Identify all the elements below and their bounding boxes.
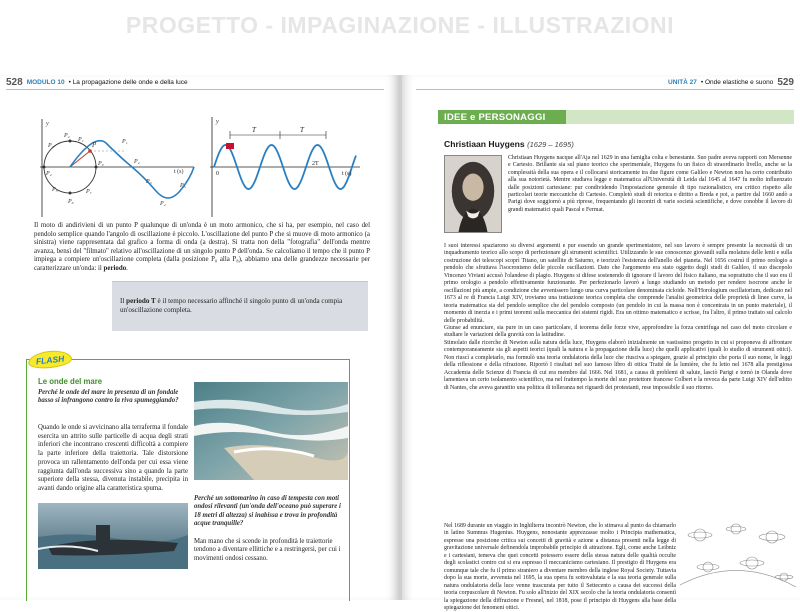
period-label-1: T (252, 126, 256, 134)
right-header-rule (416, 89, 794, 90)
bio-paragraph: I suoi interessi spaziarono su diversi argomenti e pur essendo un grande sperimentatore, nel suo lavoro è sempre presente la necessità di un inquadramento teorico allo scopo di perfezionare gli strumenti scientifici. Utilizzando le sue conoscenze giovanili sulla molatura delle lenti e sulla costruzione dei telescopi scoprì Titano, un satellite di Saturno, e teorizzò l'esistenza dell'anello del pianeta. Nel 1656 costruì il primo orologio a pendolo che sfruttava l'isocronismo delle piccole oscillazioni. Dato che l'argomento era stato oggetto degli studi di Galileo, il suo discepolo Vincenzo Viviani accusò l'olandese di plagio. Huygens si difese sostenendo di ignorare il lavoro del fisico italiano, ma soprattutto che il suo era il primo orologio a pendolo effettivamente funzionante. Per perfezionarlo lavorò a lungo studiando un metodo per rendere isocrone anche le oscillazioni più ampie, a condizione che avvenissero lungo una curva particolare denominata cicloide. Nell'Horologium oscillatorium, dedicato nel 1673 al re di Francia Luigi XIV, troviamo una trattazione teorica completa che comprende l'analisi geometrica delle proprietà di linee curve, la teoria matematica sia del pendolo semplice che del pendolo composto (un pendolo in cui la massa non è concentrata in un punto materiale), il momento di inerzia e i primi teoremi sulla meccanica dei sistemi rigidi. Era un ottimo matematico e scrisse, fra l'altro, il primo trattato sul calcolo delle probabilità. (444, 243, 792, 324)
book-spread (0, 75, 800, 611)
astronomy-sketch (678, 515, 798, 593)
left-chapter-title: • La propagazione delle onde e della luce (68, 79, 188, 86)
wave-label-p4: P₄ (160, 201, 166, 207)
tick-zero: 0 (216, 171, 219, 177)
huygens-portrait (444, 155, 502, 233)
circle-label-p3: P₃ (48, 143, 54, 149)
figure-caption (34, 222, 370, 274)
circle-label-p6: P₆ (68, 199, 74, 205)
definition-text: è il tempo necessario affinché il singolo punto di un'onda compia un'oscillazione completa. (120, 297, 343, 314)
circle-label-p0: P₀ (98, 161, 104, 167)
circle-label-p1: P₁ (78, 137, 84, 143)
circle-label-p4: P₄ (46, 171, 52, 177)
circle-label-p5: P₅ (52, 187, 58, 193)
right-page (402, 75, 800, 611)
left-page-number: 528 (6, 77, 23, 88)
right-chapter-title: • Onde elastiche e suono (700, 79, 774, 86)
harmonic-motion-figure (34, 113, 364, 221)
person-heading (444, 139, 574, 149)
circle-diagram (40, 119, 194, 217)
caption-bold-term: periodo (103, 264, 127, 272)
definition-prefix: Il (120, 297, 125, 305)
ideas-title: IDEE e PERSONAGGI (444, 111, 546, 123)
module-label: MODULO 10 (26, 79, 65, 86)
left-header-rule (6, 89, 384, 90)
caption-text: Il moto di andirivieni di un punto P qualunque di un'onda è un moto armonico, che si ha, per esempio, nel caso del pendolo semplice quando l'angolo di oscillazione è piccolo. L'oscillazione del punto P che si muove di moto armonico (a sinistra) viene rappresentata dal grafico a forma di onda (a destra). Si tratta non della "fotografia" dell'onda mentre avanza, bensì del "filmato" relativo all'oscillazione di un singolo punto P dell'onda. Se calcoliamo il tempo che il punto P impiega a compiere un'oscillazione completa (dalla posizione P₀ alla P₈), abbiamo una delle grandezze necessarie per caratterizzare un'onda: il (34, 222, 370, 272)
flash-answer-1: Quando le onde si avvicinano alla terraferma il fondale esercita un attrito sulle particelle di acqua degli strati inferiori che incontrano crescenti difficoltà a compiere la parte inferiore della traiettoria. Tale distorsione provoca un rallentamento dell'onda per cui essa viene raggiunta dall'onda successiva sino a quando la parte superiore della stessa, divenuta instabile, precipita in avanti dando origine alla caratteristica spuma. (38, 424, 188, 492)
submarine-photo (38, 503, 188, 569)
left-running-head (6, 77, 188, 88)
flash-answer-2: Man mano che si scende in profondità le traiettorie tendono a diventare ellittiche e a restringersi, per cui i movimenti ondosi cessano. (194, 538, 341, 562)
flash-title: Le onde del mare (38, 377, 103, 386)
person-name: Christiaan Huygens (444, 139, 525, 149)
ideas-title-bar (438, 110, 566, 124)
person-dates: (1629 – 1695) (527, 140, 574, 149)
right-axis-t: t (s) (342, 171, 352, 177)
bio-paragraph: Giunse ad enunciare, sia pure in un caso particolare, il teorema delle forze vive, approfondire la forza centrifuga nel caso del moto circolare e studiare le variazioni della gravità con la latitudine. (444, 324, 792, 339)
caption-end: . (126, 264, 128, 272)
bio-paragraph: Stimolato dalle ricerche di Newton sulla natura della luce, Huygens elaborò inizialmente un vastissimo progetto in cui si proponeva di affrontare contemporaneamente sia gli aspetti teorici (quali la natura e la propagazione della luce) che quelli applicativi (quali lo studio di strumenti ottici). Non riuscì a completarlo, ma formulò una teoria ondulatoria della luce che riusciva a spiegare, grazie al principio che porta il suo nome, le leggi della riflessione e della rifrazione. Riportò I risultati nel suo famoso libro di ottica Traité de la lumière, che fu letto nel 1678 alla prestigiosa Accademia delle Scienze di Francia di cui era membro dal 1666. Nel 1681, a causa di problemi di salute, lasciò Parigi e tornò in Olanda dove lamentava un certo isolamento scientifico, ma nel frattempo la morte del suo protettore francese Colbert e la revoca da parte Luigi XIV dell'editto di Nantes, che aveva garantito una politica di tolleranza nei riguardi dei protestanti, rese impossibile il suo ritorno. (444, 339, 792, 391)
wave-label-p1: P₁ (122, 139, 128, 145)
unit-label: UNITÀ 27 (668, 79, 697, 86)
circle-label-p: P (92, 141, 97, 149)
flash-tag-label: FLASH (35, 353, 65, 366)
circle-label-p7: P₇ (86, 189, 92, 195)
bio-final: Nel 1689 durante un viaggio in Inghilterra incontrò Newton, che lo stimava al punto da chiamarlo in latino Summus Hugenius. Huygens, nonostante apprezzasse molto i Principia mathematica, espresse una posizione critica sui concetti di gravità e azione a distanza presenti nella legge di gravitazione universale definendola improbabile principio di attrazione. Egli, come anche Leibniz e i cartesiani, temeva che quei concetti potessero essere della stessa natura delle qualità occulte degli scolastici contro cui si era espresso il meccanicismo cartesiano. Il prestigio di Huygens era comunque tale che fu il primo straniero a diventare membro della inglese Royal Society. Tuttavia dopo la sua morte, avvenuta nel 1695, la sua opera fu sottovalutata e la sua teoria generale sulla natura ondulatoria della luce venne trascurata per tutto il Settecento a causa dei successi della teoria corpuscolare di Newton. Fu solo all'inizio del XIX secolo che la teoria ondulatoria consentì la spiegazione della diffrazione e Fresnel, nel 1818, pose il principio di Huygens alla base della spiegazione dei fenomeni ottici. (444, 523, 676, 611)
right-running-head (668, 77, 794, 88)
definition-term: periodo T (126, 297, 156, 305)
sea-waves-photo (194, 382, 348, 480)
tick-2t: 2T (312, 161, 319, 167)
right-page-number: 529 (777, 77, 794, 88)
project-banner: PROGETTO - IMPAGINAZIONE - ILLUSTRAZIONI (125, 12, 675, 38)
flash-question-1: Perché le onde del mare in presenza di un fondale basso si infrangono contro la riva spumeggiando? (38, 389, 179, 405)
wave-label-p2: P₂ (134, 159, 140, 165)
period-definition-box (112, 293, 368, 331)
circle-label-p2: P₂ (64, 133, 70, 139)
flash-question-2: Perché un sottomarino in caso di tempesta con moti ondosi rilevanti (un'onda dell'oceano può superare i 18 metri di altezza) si inabissa e trova in profondità acque tranquille? (194, 495, 341, 528)
right-axis-y: y (216, 119, 219, 125)
left-page (0, 75, 398, 600)
definition-tab (112, 281, 368, 293)
period-wave-diagram (210, 117, 360, 217)
wave-label-p3: P₃ (146, 179, 152, 185)
bio-intro: Christiaan Huygens nacque all'Aja nel 1629 in una famiglia colta e benestante. Suo padre aveva rapporti con Mersenne e Cartesio. Brillante sia sul piano teorico che sperimentale, Huygens fu un fisico di straordinario livello, anche se la complessità della sua opera e il collocarsi storicamente tra due figure come Galileo e Newton non ha certo contribuito alla sua notorietà. Mentre studiava legge e matematica all'Università di Leida dal 1645 al 1647 fu molto influenzato dalle posizioni cartesiane: pur condividendo l'impostazione generale di tipo razionalistico, era critico rispetto alle particolari teorie meccaniche di Cartesio. Completò studi di retorica e diritto a Breda e poi, a partire dal 1660 andò a Parigi dove soggiornò a più riprese, frequentando gli incontri di varie società scientifiche, e dove conobbe il lavoro di grandi matematici quali Pascal e Fermat. (508, 155, 792, 213)
wave-label-p5: P₅ (180, 183, 186, 189)
left-axis-t: t (s) (174, 169, 184, 175)
bio-body (444, 243, 792, 392)
period-label-2: T (300, 126, 304, 134)
wave-marker (226, 143, 234, 149)
left-axis-y: y (46, 121, 49, 127)
